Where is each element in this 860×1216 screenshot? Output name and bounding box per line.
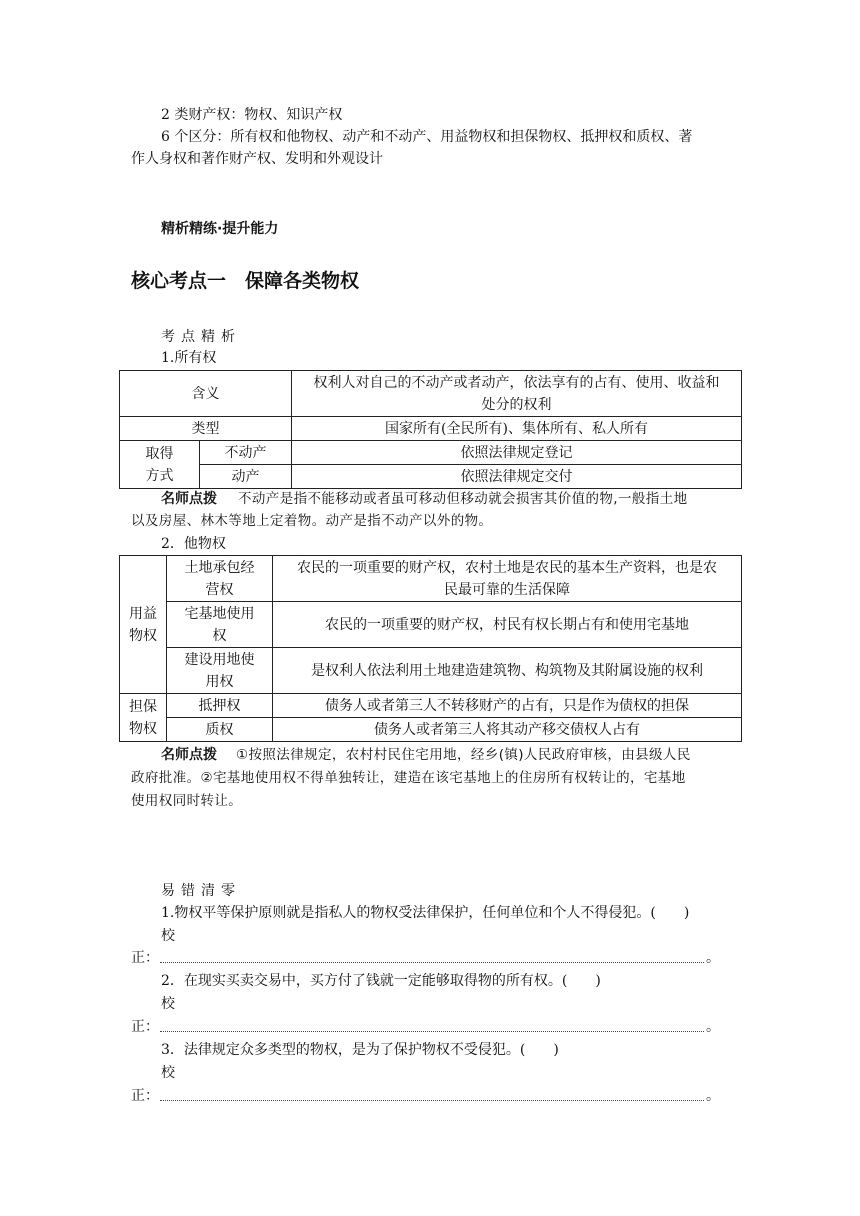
mortgage-value: 债务人或者第三人不转移财产的占有，只是作为债权的担保 — [273, 694, 742, 718]
error-end-2: 。 — [706, 1019, 720, 1035]
part2-tip-line-1: ①按照法律规定，农村村民住宅用地，经乡(镇)人民政府审核，由县级人民 — [236, 747, 691, 763]
land-contract-label — [167, 556, 273, 602]
error-fix-label-2: 校 — [161, 996, 175, 1012]
land-contract-value-1: 农民的一项重要的财产权，农村土地是农民的基本生产资料，也是农 — [297, 559, 717, 576]
security-label-1: 担保 — [129, 698, 157, 715]
movable-label: 动产 — [200, 465, 292, 489]
mortgage-label: 抵押权 — [167, 694, 273, 718]
summary-line-1: 2 类财产权：物权、知识产权 — [161, 107, 343, 123]
usufruct-label — [120, 556, 167, 694]
section-label: 精析精练·提升能力 — [161, 221, 279, 237]
acquire-label-2: 方式 — [145, 467, 174, 484]
part2-title: 2．他物权 — [161, 536, 226, 552]
ownership-table — [119, 370, 742, 489]
page-heading: 核心考点一 保障各类物权 — [131, 270, 360, 292]
meaning-value — [292, 371, 742, 417]
error-question-1: 1.物权平等保护原则就是指私人的物权受法律保护，任何单位和个人不得侵犯。( ) — [161, 905, 690, 921]
land-contract-label-2: 营权 — [205, 581, 234, 598]
meaning-line-1: 权利人对自己的不动产或者动产，依法享有的占有、使用、收益和 — [313, 374, 720, 391]
error-end-1: 。 — [706, 950, 720, 966]
error-fix-prefix-1: 正： — [131, 950, 159, 966]
construction-label — [167, 648, 273, 694]
part1-tip-line-1: 不动产是指不能移动或者虽可移动但移动就会损害其价值的物,一般指土地 — [238, 491, 688, 507]
pledge-label: 质权 — [167, 718, 273, 742]
error-fix-label-3: 校 — [161, 1065, 175, 1081]
other-rights-table — [119, 555, 742, 742]
part1-tip-label: 名师点拨 — [161, 491, 217, 507]
homestead-label-2: 权 — [212, 627, 227, 644]
summary-line-3: 作人身权和著作财产权、发明和外观设计 — [131, 151, 383, 167]
error-fix-label-1: 校 — [161, 928, 175, 944]
homestead-value: 农民的一项重要的财产权，村民有权长期占有和使用宅基地 — [273, 602, 742, 648]
homestead-label-1: 宅基地使用 — [184, 605, 255, 622]
construction-label-1: 建设用地使 — [184, 651, 255, 668]
error-answer-line-3[interactable] — [160, 1100, 704, 1101]
land-contract-label-1: 土地承包经 — [184, 559, 255, 576]
error-question-2: 2．在现实买卖交易中，买方付了钱就一定能够取得物的所有权。( ) — [161, 973, 601, 989]
meaning-line-2: 处分的权利 — [481, 396, 552, 413]
land-contract-value-2: 民最可靠的生活保障 — [444, 581, 570, 598]
part1-tip-line-2: 以及房屋、林木等地上定着物。动产是指不动产以外的物。 — [131, 513, 493, 529]
error-fix-prefix-2: 正： — [131, 1019, 159, 1035]
summary-line-2: 6 个区分：所有权和他物权、动产和不动产、用益物权和担保物权、抵押权和质权、著 — [161, 129, 693, 145]
meaning-label: 含义 — [120, 371, 292, 417]
homestead-label — [167, 602, 273, 648]
error-answer-line-2[interactable] — [160, 1031, 704, 1032]
type-label: 类型 — [120, 417, 292, 441]
part2-tip-label: 名师点拨 — [161, 747, 217, 763]
part2-tip-line-3: 使用权同时转让。 — [131, 793, 243, 809]
error-answer-line-1[interactable] — [160, 962, 704, 963]
error-end-3: 。 — [706, 1088, 720, 1104]
movable-value: 依照法律规定交付 — [292, 465, 742, 489]
immovable-value: 依照法律规定登记 — [292, 441, 742, 465]
security-label — [120, 694, 167, 742]
pledge-value: 债务人或者第三人将其动产移交债权人占有 — [273, 718, 742, 742]
type-value: 国家所有(全民所有)、集体所有、私人所有 — [292, 417, 742, 441]
error-fix-prefix-3: 正： — [131, 1088, 159, 1104]
part1-title: 1.所有权 — [161, 350, 217, 366]
usufruct-label-1: 用益 — [129, 605, 157, 622]
usufruct-label-2: 物权 — [129, 627, 157, 644]
construction-label-2: 用权 — [205, 673, 234, 690]
error-question-3: 3．法律规定众多类型的物权，是为了保护物权不受侵犯。( ) — [161, 1042, 559, 1058]
land-contract-value — [273, 556, 742, 602]
construction-value: 是权利人依法利用土地建造建筑物、构筑物及其附属设施的权利 — [273, 648, 742, 694]
acquire-label — [120, 441, 200, 489]
acquire-label-1: 取得 — [145, 445, 174, 462]
immovable-label: 不动产 — [200, 441, 292, 465]
errors-label: 易错清零 — [161, 883, 241, 899]
part2-tip-line-2: 政府批准。②宅基地使用权不得单独转让，建造在该宅基地上的住房所有权转让的，宅基地 — [131, 770, 686, 786]
analysis-label: 考点精析 — [161, 329, 241, 345]
security-label-2: 物权 — [129, 720, 157, 737]
